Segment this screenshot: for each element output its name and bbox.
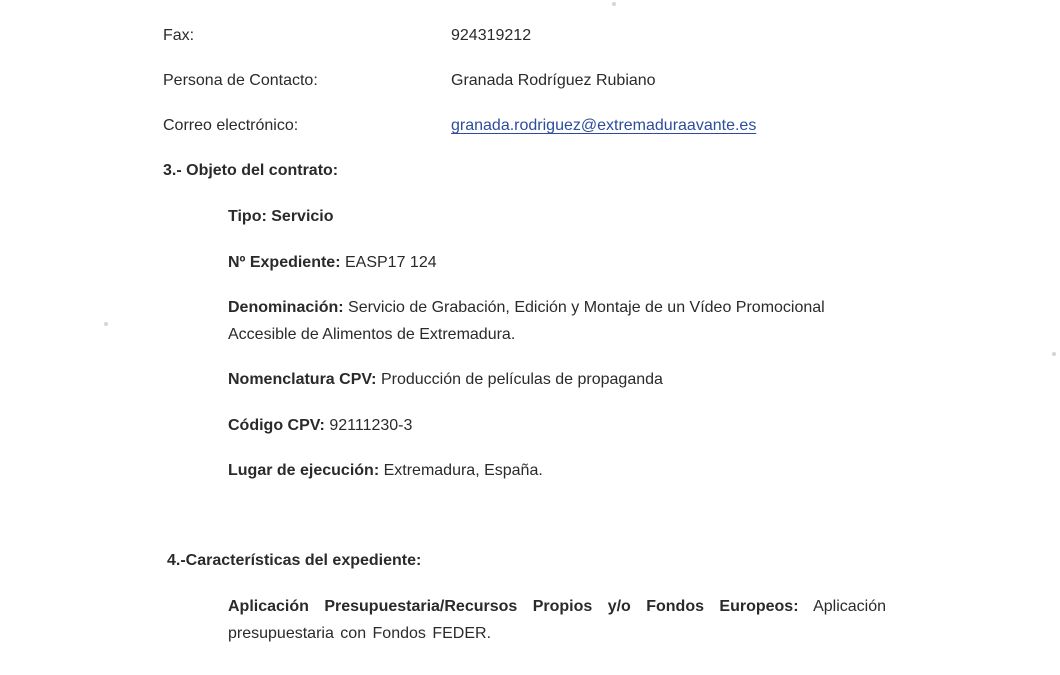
cpv-nomenclature-value: Producción de películas de propaganda bbox=[380, 371, 663, 388]
budget-application-value: Aplicación presupuestaria con Fondos FEDER. bbox=[228, 598, 887, 642]
execution-place-label: Lugar de ejecución: bbox=[228, 462, 380, 479]
cpv-code-value: 92111230-3 bbox=[329, 417, 413, 434]
tipo-line bbox=[228, 203, 886, 230]
fax-value: 924319212 bbox=[451, 27, 532, 44]
section-4-title: 4.-Características del expediente: bbox=[167, 552, 422, 569]
scan-mark bbox=[1052, 352, 1056, 356]
expediente-value: EASP17 124 bbox=[344, 254, 437, 271]
denominacion-label: Denominación: bbox=[228, 299, 344, 316]
denominacion-value: Servicio de Grabación, Edición y Montaje de un Vídeo Promocional Accesible de Alimentos de Extremadura. bbox=[228, 299, 825, 343]
contact-person-label: Persona de Contacto: bbox=[163, 72, 318, 89]
email-label: Correo electrónico: bbox=[163, 117, 299, 134]
fax-label: Fax: bbox=[163, 27, 195, 44]
denominacion-paragraph bbox=[228, 294, 886, 348]
cpv-nomenclature-line bbox=[228, 366, 886, 393]
contact-person-value: Granada Rodríguez Rubiano bbox=[451, 72, 656, 89]
scan-mark bbox=[104, 322, 108, 326]
cpv-code-line bbox=[228, 412, 886, 439]
scan-mark bbox=[612, 2, 616, 6]
cpv-code-label: Código CPV: bbox=[228, 417, 325, 434]
budget-application-label: Aplicación Presupuestaria/Recursos Propios y/o Fondos Europeos: bbox=[228, 598, 799, 615]
execution-place-line bbox=[228, 457, 886, 484]
tipo-text: Tipo: Servicio bbox=[228, 208, 334, 225]
budget-application-paragraph bbox=[228, 593, 886, 647]
expediente-line bbox=[228, 249, 886, 276]
email-link[interactable]: granada.rodriguez@extremaduraavante.es bbox=[451, 117, 757, 134]
execution-place-value: Extremadura, España. bbox=[383, 462, 543, 479]
expediente-label: Nº Expediente: bbox=[228, 254, 341, 271]
cpv-nomenclature-label: Nomenclatura CPV: bbox=[228, 371, 377, 388]
section-3-title: 3.- Objeto del contrato: bbox=[163, 162, 339, 179]
